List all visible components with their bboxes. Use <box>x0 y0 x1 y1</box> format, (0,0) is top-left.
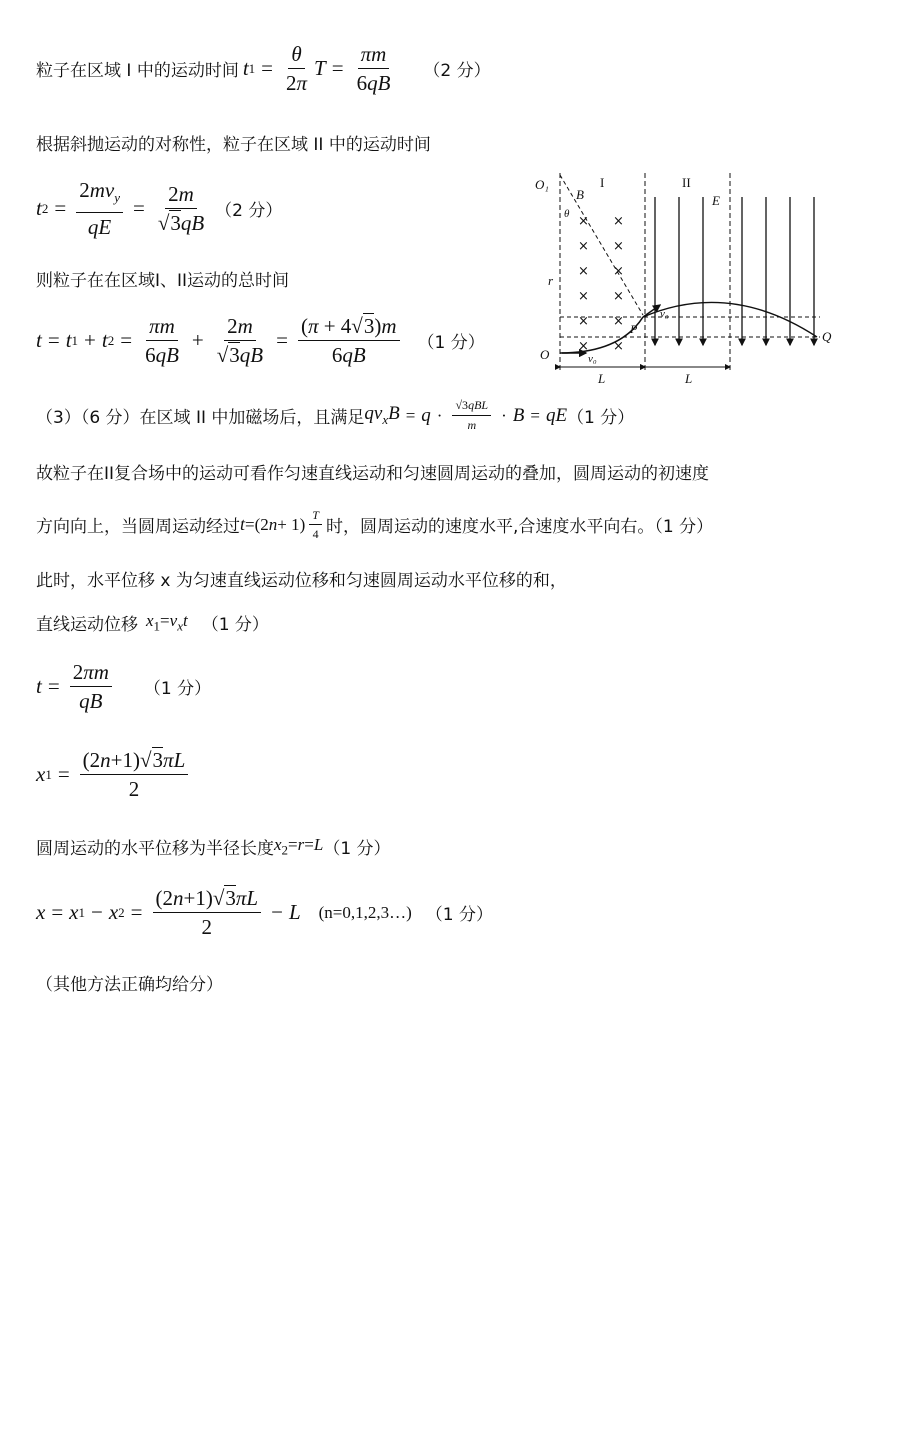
svg-text:×: × <box>578 214 589 229</box>
label-P: P <box>630 322 638 336</box>
eq-t-total: t = t 1 + t 2 = $\frac{\pi m}{6qB}$ + $\frac{2m}{√3qB}$ = $\frac{(\pi + 4√3)m}{6qB}$ （1 分） <box>36 314 485 367</box>
label-region-I: I <box>600 175 605 190</box>
svg-text:×: × <box>613 289 624 304</box>
points-1: （2 分） <box>423 61 491 81</box>
label-theta: θ <box>564 208 570 220</box>
label-E: E <box>712 193 720 208</box>
label-O1: O₁ <box>535 177 549 192</box>
eq-x1: x 1 = $\frac{(2n+1)√3\pi L}{2}$ <box>36 748 192 801</box>
label-O: O <box>540 347 550 362</box>
eq-t1: 粒子在区域 I 中的运动时间 t 1 = $\frac{\theta}{2\pi}$ T = $\frac{\pi m}{6qB}$ （2 分） <box>36 42 491 95</box>
electric-field-lines <box>655 197 814 345</box>
label-r: r <box>548 273 554 288</box>
eq-t2: t 2 = $\frac{2mv_y}{qE}$ = $\frac{2m}{√3qB}$ （2 分） <box>36 178 283 240</box>
text-displacement: 此时，水平位移 x 为匀速直线运动位移和匀速圆周运动水平位移的和， <box>36 571 567 591</box>
points-3: （1 分） <box>417 333 485 353</box>
eq-condition: （3）（6 分）在区域 II 中加磁场后，且满足 $qv_xB$ = q · $\frac{\text{√3qBL}}{m}$ · B = qE （1 分） <box>36 398 635 432</box>
eq-x1-def: 直线运动位移 $x_1=v_xt$ （1 分） <box>36 610 269 635</box>
text-other-methods: （其他方法正确均给分） <box>36 975 223 995</box>
svg-text:×: × <box>613 214 624 229</box>
label-L-left: L <box>598 371 606 386</box>
label-v0-low: v₀ <box>588 353 597 365</box>
eq-period: 方向向上，当圆周运动经过 t =(2 n + 1) $\frac{T}{4}$ 时，圆周运动的速度水平,合速度水平向右。（1 分） <box>36 508 714 541</box>
radius-line <box>560 175 643 315</box>
svg-text:×: × <box>578 264 589 279</box>
svg-text:×: × <box>578 314 589 329</box>
svg-text:×: × <box>613 239 624 254</box>
points-2: （2 分） <box>215 201 283 222</box>
label-L-right: L <box>685 371 693 386</box>
text-symmetry: 根据斜抛运动的对称性，粒子在区域 II 中的运动时间 <box>36 135 431 155</box>
eq-x2: 圆周运动的水平位移为半径长度 $x_2=r=L$ （1 分） <box>36 834 391 859</box>
eq-t-circle: t = $\frac{2\pi m}{qB}$ （1 分） <box>36 660 212 713</box>
svg-text:×: × <box>578 239 589 254</box>
svg-text:×: × <box>613 264 624 279</box>
text-superposition: 故粒子在II复合场中的运动可看作匀速直线运动和匀速圆周运动的叠加，圆周运动的初速度 <box>36 464 710 484</box>
svg-text:×: × <box>613 339 624 354</box>
svg-text:×: × <box>578 289 589 304</box>
text-total-time: 则粒子在在区域I、II运动的总时间 <box>36 271 290 291</box>
label-v0-high: v₀ <box>660 308 669 320</box>
eq-x-final: x = x 1 − x 2 = $\frac{(2n+1)√3\pi L}{2}$ − L (n=0,1,2,3…) （1 分） <box>36 886 494 939</box>
text-time-region-1: 粒子在区域 I 中的运动时间 <box>36 61 239 81</box>
label-Q: Q <box>822 329 832 344</box>
physics-diagram <box>530 165 830 385</box>
label-region-II: II <box>682 175 691 190</box>
label-B: B <box>576 187 584 202</box>
svg-text:×: × <box>578 339 589 354</box>
svg-text:×: × <box>613 314 624 329</box>
magnetic-field-marks <box>578 214 624 354</box>
